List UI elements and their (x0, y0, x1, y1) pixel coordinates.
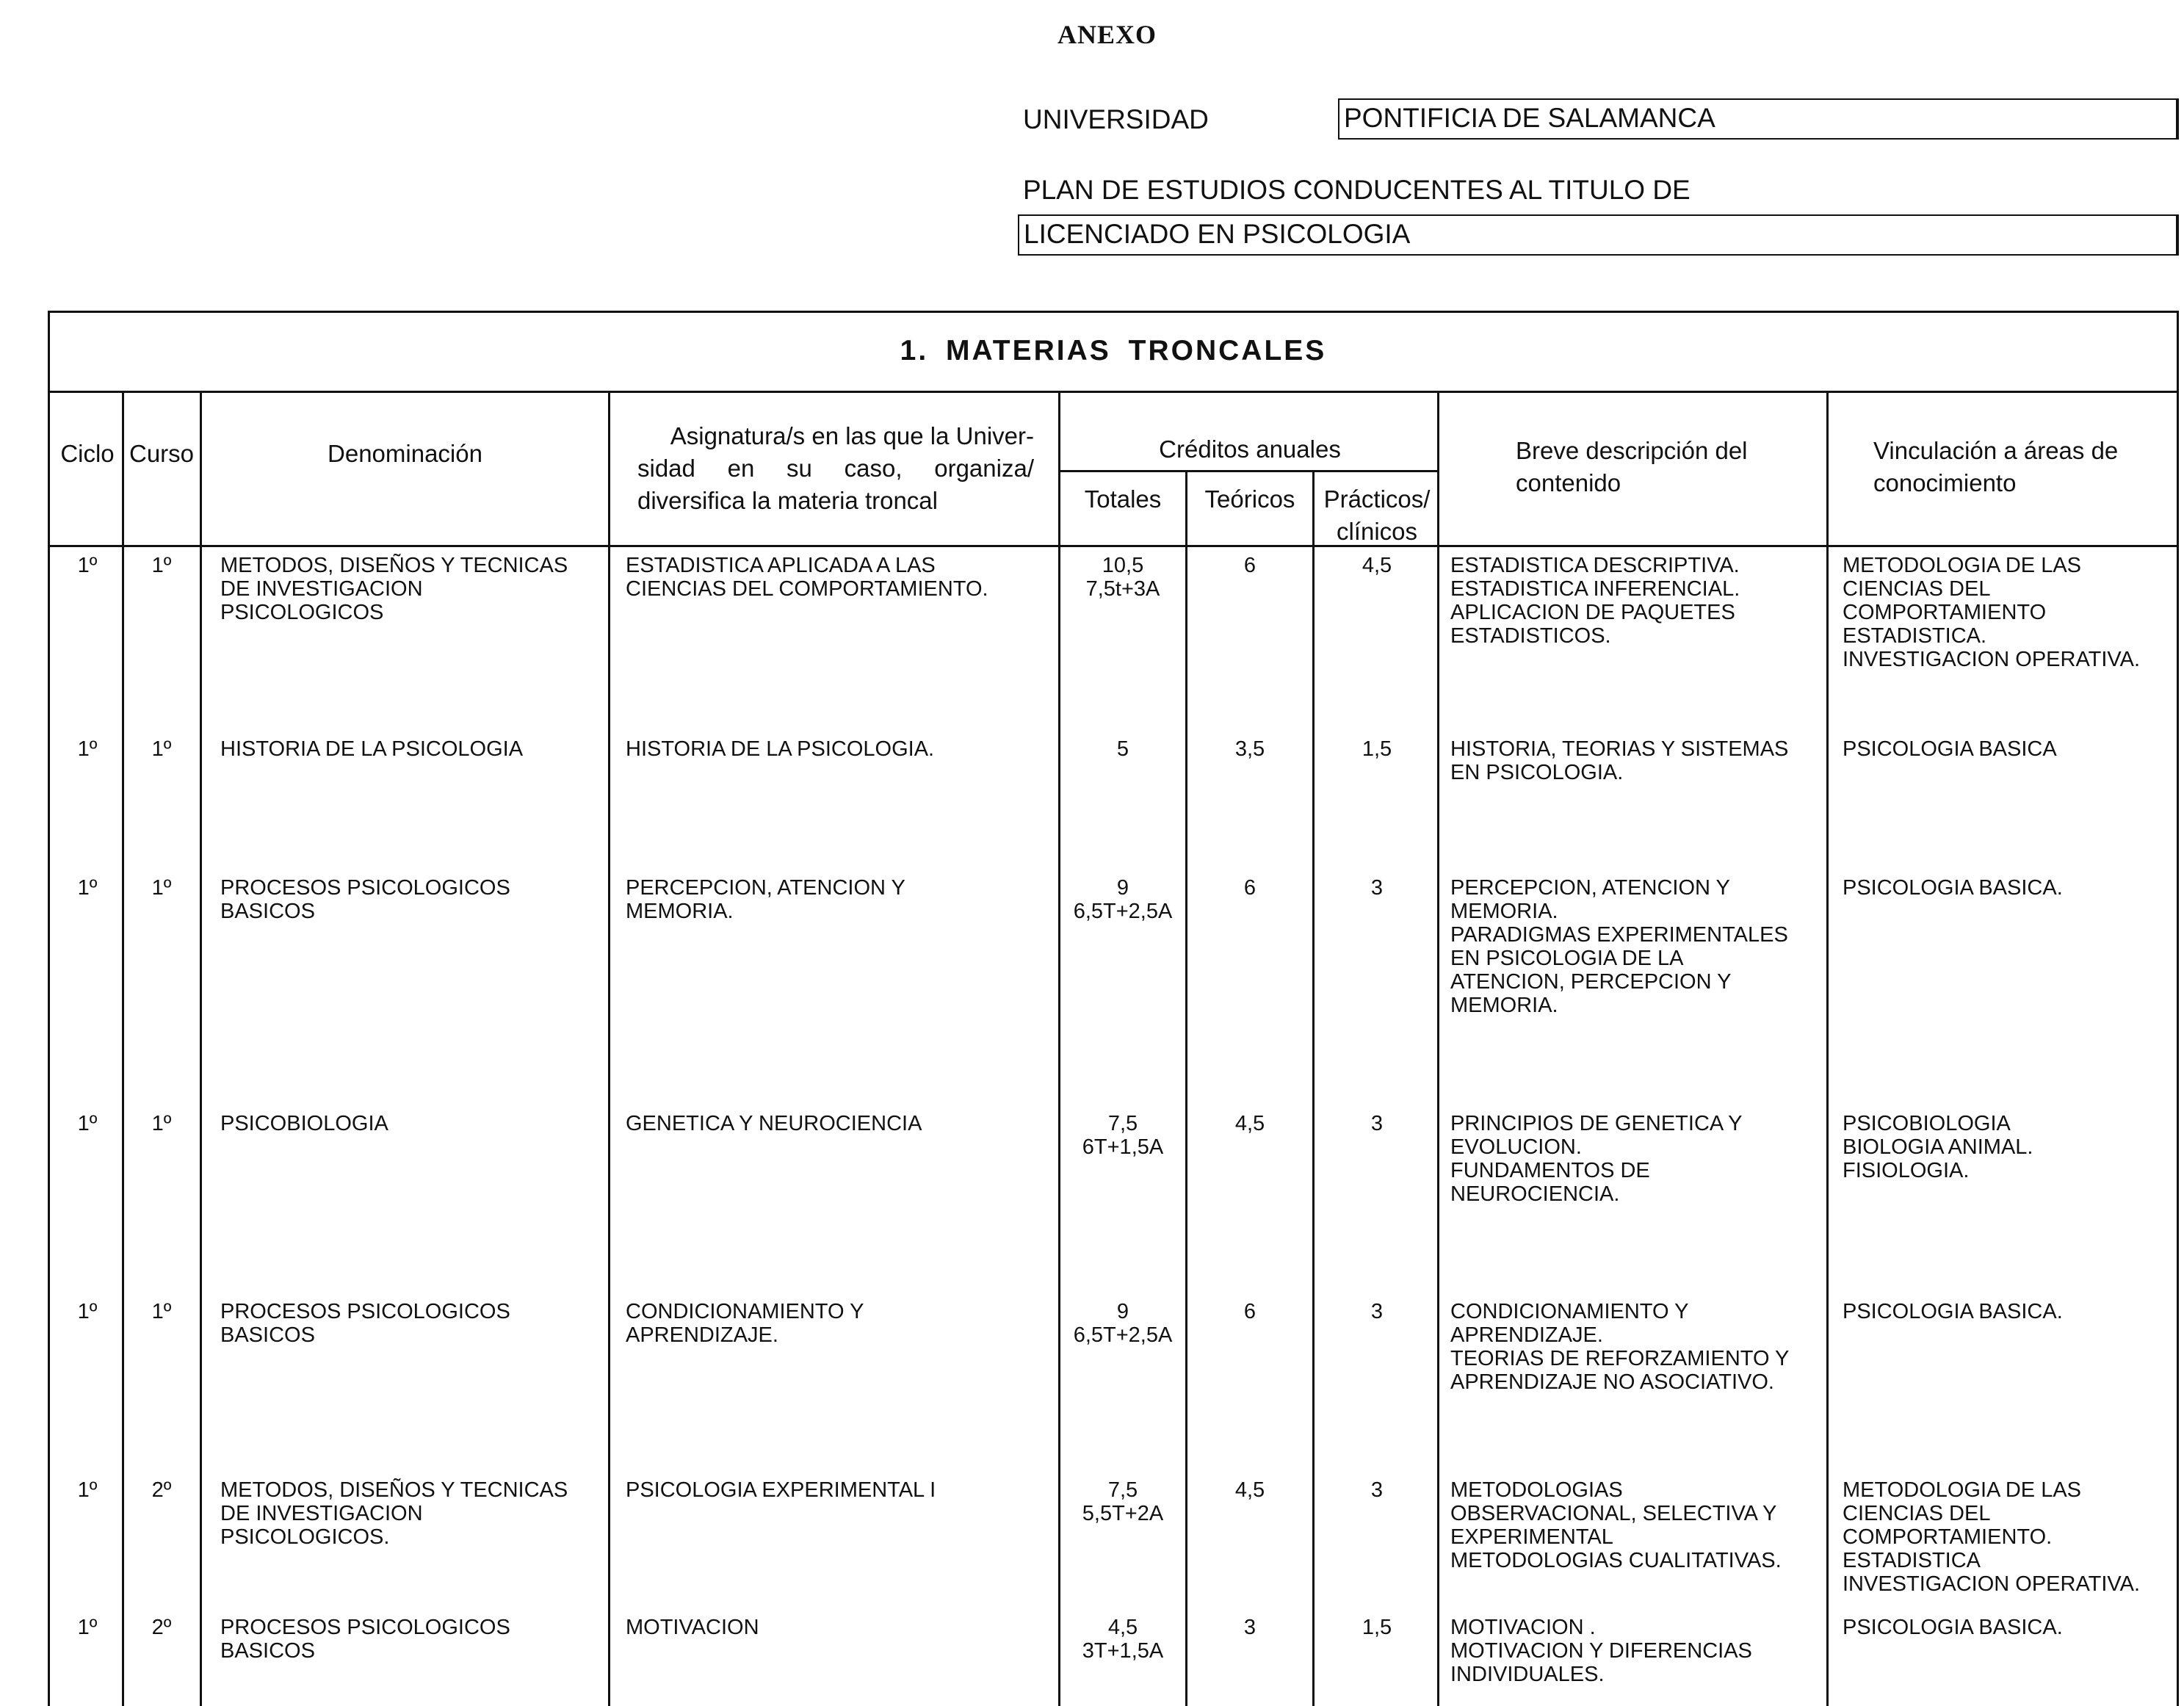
cell-line: 1º (151, 876, 172, 900)
cell-line: 1º (151, 1112, 172, 1135)
cell-line: 4,5 (1362, 554, 1392, 577)
cell-line: METODOLOGIAS CUALITATIVAS. (1450, 1549, 1782, 1572)
cell-line: 4,5 (1234, 1478, 1265, 1502)
cell-line: INVESTIGACION OPERATIVA. (1843, 1572, 2140, 1596)
cell-line: 10,5 (1102, 554, 1144, 577)
cell-vinculacion (1843, 1478, 2179, 1596)
cell-teoricos (1187, 1112, 1312, 1135)
cell-line: APRENDIZAJE. (626, 1323, 778, 1347)
col-header-teoricos: Teóricos (1204, 485, 1295, 513)
col-header-curso: Curso (129, 440, 195, 467)
cell-line: 3,5 (1234, 737, 1265, 761)
cell-denominacion (220, 1616, 602, 1663)
col-header-vinculacion (1873, 435, 2174, 499)
cell-line: 1º (77, 1112, 98, 1135)
header-line: diversifica la materia troncal (637, 487, 938, 514)
cell-line: 4,5 (1234, 1112, 1265, 1135)
cell-line: 2º (151, 1616, 172, 1639)
page-heading-anexo: ANEXO (1057, 20, 1157, 49)
header-line: sidad en su caso, organiza/ (637, 455, 1034, 482)
cell-descripcion (1450, 1112, 1825, 1206)
cell-line: BASICOS (220, 1639, 315, 1663)
cell-line: DE INVESTIGACION (220, 1502, 423, 1525)
cell-totales (1060, 554, 1185, 601)
cell-teoricos (1187, 876, 1312, 900)
cell-line: HISTORIA DE LA PSICOLOGIA (220, 737, 524, 761)
col-header-creditos: Créditos anuales (1159, 435, 1341, 463)
cell-asignatura (626, 1300, 1052, 1347)
col-header-ciclo: Ciclo (60, 440, 115, 467)
cell-line: PARADIGMAS EXPERIMENTALES (1450, 923, 1788, 947)
cell-line: ESTADISTICA DESCRIPTIVA. (1450, 554, 1740, 577)
cell-curso (123, 1478, 200, 1502)
header-line: Asignatura/s en las que la Univer- (670, 422, 1034, 449)
cell-descripcion (1450, 876, 1825, 1017)
cell-descripcion (1450, 1478, 1825, 1572)
cell-line: ESTADISTICA. (1843, 624, 1987, 648)
cell-line: PERCEPCION, ATENCION Y (1450, 876, 1730, 900)
cell-line: 1º (151, 737, 172, 761)
cell-line: ESTADISTICA APLICADA A LAS (626, 554, 936, 577)
cell-line: 3T+1,5A (1082, 1639, 1164, 1663)
header-line: Breve descripción del (1516, 437, 1748, 464)
cell-curso (123, 1616, 200, 1639)
cell-line: PSICOLOGIA BASICA. (1843, 876, 2063, 900)
cell-line: 1,5 (1362, 1616, 1392, 1639)
cell-line: MOTIVACION (626, 1616, 759, 1639)
cell-denominacion (220, 876, 602, 923)
titulo-field: LICENCIADO EN PSICOLOGIA (1018, 214, 2179, 256)
cell-line: APRENDIZAJE NO ASOCIATIVO. (1450, 1370, 1774, 1394)
cell-denominacion (220, 554, 602, 624)
header-line: clínicos (1336, 518, 1418, 545)
plan-label: PLAN DE ESTUDIOS CONDUCENTES AL TITULO DE (1023, 175, 1691, 205)
col-divider (1826, 393, 1829, 1706)
cell-line: 6T+1,5A (1082, 1135, 1164, 1159)
cell-line: 3 (1370, 876, 1384, 900)
cell-line: INVESTIGACION OPERATIVA. (1843, 648, 2140, 671)
cell-descripcion (1450, 1300, 1825, 1394)
cell-line: 1º (77, 1300, 98, 1323)
universidad-label: UNIVERSIDAD (1023, 104, 1209, 134)
cell-line: PROCESOS PSICOLOGICOS (220, 1616, 510, 1639)
cell-line: 7,5 (1107, 1112, 1138, 1135)
cell-line: PSICOLOGICOS. (220, 1525, 390, 1549)
cell-line: FUNDAMENTOS DE (1450, 1159, 1650, 1182)
cell-line: MOTIVACION . (1450, 1616, 1596, 1639)
cell-line: 5 (1116, 737, 1129, 761)
cell-line: 7,5t+3A (1085, 577, 1160, 601)
cell-denominacion (220, 1300, 602, 1347)
cell-line: ESTADISTICA (1843, 1549, 1981, 1572)
cell-practicos (1315, 1616, 1439, 1639)
cell-line: CONDICIONAMIENTO Y (1450, 1300, 1689, 1323)
cell-curso (123, 1300, 200, 1323)
cell-curso (123, 876, 200, 900)
cell-line: PSICOBIOLOGIA (220, 1112, 388, 1135)
cell-line: CONDICIONAMIENTO Y (626, 1300, 864, 1323)
cell-line: PSICOLOGIA BASICA (1843, 737, 2057, 761)
cell-line: 1º (151, 554, 172, 577)
cell-asignatura (626, 876, 1052, 923)
cell-denominacion (220, 1112, 602, 1135)
cell-asignatura (626, 1478, 1052, 1502)
cell-line: 1º (151, 1300, 172, 1323)
universidad-field: PONTIFICIA DE SALAMANCA (1338, 98, 2179, 140)
cell-line: EN PSICOLOGIA DE LA (1450, 947, 1684, 970)
col-header-denominacion: Denominación (328, 440, 482, 467)
cell-line: 2º (151, 1478, 172, 1502)
cell-line: PRINCIPIOS DE GENETICA Y (1450, 1112, 1743, 1135)
col-header-totales: Totales (1084, 485, 1162, 513)
cell-line: COMPORTAMIENTO (1843, 601, 2047, 624)
cell-ciclo (53, 1616, 122, 1639)
cell-vinculacion (1843, 1112, 2179, 1182)
cell-descripcion (1450, 737, 1825, 784)
cell-teoricos (1187, 554, 1312, 577)
cell-practicos (1315, 554, 1439, 577)
cell-line: 4,5 (1107, 1616, 1138, 1639)
header-line: Prácticos/ (1323, 485, 1431, 513)
cell-line: 6 (1243, 554, 1256, 577)
header-bottom-line (48, 545, 2179, 547)
subheader-divider (1058, 470, 1439, 472)
cell-vinculacion (1843, 1300, 2179, 1323)
cell-line: 3 (1370, 1478, 1384, 1502)
cell-asignatura (626, 1112, 1052, 1135)
cell-line: PSICOBIOLOGIA (1843, 1112, 2011, 1135)
cell-line: 6,5T+2,5A (1073, 900, 1173, 923)
cell-line: PROCESOS PSICOLOGICOS (220, 1300, 510, 1323)
cell-totales (1060, 737, 1185, 761)
cell-line: 7,5 (1107, 1478, 1138, 1502)
cell-totales (1060, 1478, 1185, 1525)
cell-vinculacion (1843, 876, 2179, 900)
cell-line: METODOS, DISEÑOS Y TECNICAS (220, 554, 568, 577)
cell-line: 5,5T+2A (1082, 1502, 1164, 1525)
header-line: contenido (1516, 469, 1621, 496)
cell-line: 6,5T+2,5A (1073, 1323, 1173, 1347)
cell-line: OBSERVACIONAL, SELECTIVA Y (1450, 1502, 1777, 1525)
cell-line: 1º (77, 554, 98, 577)
col-divider (200, 393, 202, 1706)
cell-line: FISIOLOGIA. (1843, 1159, 1970, 1182)
cell-teoricos (1187, 737, 1312, 761)
header-line: conocimiento (1873, 469, 2017, 496)
cell-line: CIENCIAS DEL (1843, 1502, 1991, 1525)
cell-line: CIENCIAS DEL (1843, 577, 1991, 601)
cell-line: METODOLOGIA DE LAS (1843, 554, 2082, 577)
cell-line: 6 (1243, 1300, 1256, 1323)
cell-line: 3 (1243, 1616, 1256, 1639)
cell-line: HISTORIA, TEORIAS Y SISTEMAS (1450, 737, 1789, 761)
cell-line: 3 (1370, 1112, 1384, 1135)
cell-line: COMPORTAMIENTO. (1843, 1525, 2053, 1549)
cell-line: 1,5 (1362, 737, 1392, 761)
cell-line: HISTORIA DE LA PSICOLOGIA. (626, 737, 935, 761)
col-divider (1312, 471, 1315, 1706)
cell-line: 3 (1370, 1300, 1384, 1323)
section-title: 1. MATERIAS TRONCALES (48, 311, 2179, 393)
cell-totales (1060, 1300, 1185, 1347)
col-divider (1437, 393, 1439, 1706)
cell-line: EVOLUCION. (1450, 1135, 1582, 1159)
cell-teoricos (1187, 1300, 1312, 1323)
cell-line: DE INVESTIGACION (220, 577, 423, 601)
cell-line: TEORIAS DE REFORZAMIENTO Y (1450, 1347, 1790, 1370)
cell-curso (123, 737, 200, 761)
cell-line: 6 (1243, 876, 1256, 900)
cell-line: PSICOLOGICOS (220, 601, 384, 624)
cell-ciclo (53, 1478, 122, 1502)
cell-teoricos (1187, 1478, 1312, 1502)
cell-practicos (1315, 1300, 1439, 1323)
cell-line: MEMORIA. (1450, 994, 1558, 1017)
cell-ciclo (53, 876, 122, 900)
cell-line: 1º (77, 876, 98, 900)
cell-practicos (1315, 737, 1439, 761)
cell-curso (123, 1112, 200, 1135)
cell-line: EN PSICOLOGIA. (1450, 761, 1624, 784)
cell-practicos (1315, 1112, 1439, 1135)
cell-totales (1060, 1112, 1185, 1159)
cell-practicos (1315, 1478, 1439, 1502)
col-divider (122, 393, 124, 1706)
cell-line: PSICOLOGIA BASICA. (1843, 1300, 2063, 1323)
cell-ciclo (53, 1300, 122, 1323)
cell-asignatura (626, 554, 1052, 601)
header-line: Vinculación a áreas de (1873, 437, 2119, 464)
cell-line: MEMORIA. (1450, 900, 1558, 923)
cell-line: CIENCIAS DEL COMPORTAMIENTO. (626, 577, 988, 601)
cell-line: 9 (1116, 1300, 1129, 1323)
cell-line: ATENCION, PERCEPCION Y (1450, 970, 1732, 994)
cell-denominacion (220, 737, 602, 761)
cell-line: METODOLOGIAS (1450, 1478, 1623, 1502)
cell-line: PROCESOS PSICOLOGICOS (220, 876, 510, 900)
cell-line: METODOS, DISEÑOS Y TECNICAS (220, 1478, 568, 1502)
cell-line: PSICOLOGIA EXPERIMENTAL I (626, 1478, 936, 1502)
cell-line: BIOLOGIA ANIMAL. (1843, 1135, 2033, 1159)
cell-ciclo (53, 554, 122, 577)
cell-line: BASICOS (220, 900, 315, 923)
cell-curso (123, 554, 200, 577)
cell-descripcion (1450, 554, 1825, 648)
cell-line: MOTIVACION Y DIFERENCIAS (1450, 1639, 1752, 1663)
cell-line: ESTADISTICA INFERENCIAL. (1450, 577, 1740, 601)
cell-line: ESTADISTICOS. (1450, 624, 1611, 648)
cell-line: 1º (77, 1478, 98, 1502)
cell-totales (1060, 876, 1185, 923)
cell-line: METODOLOGIA DE LAS (1843, 1478, 2082, 1502)
cell-ciclo (53, 737, 122, 761)
col-header-practicos (1315, 483, 1439, 548)
cell-denominacion (220, 1478, 602, 1549)
cell-line: EXPERIMENTAL (1450, 1525, 1613, 1549)
cell-practicos (1315, 876, 1439, 900)
cell-vinculacion (1843, 737, 2179, 761)
cell-vinculacion (1843, 1616, 2179, 1639)
cell-line: APLICACION DE PAQUETES (1450, 601, 1735, 624)
cell-asignatura (626, 737, 1052, 761)
cell-line: 1º (77, 737, 98, 761)
cell-line: APRENDIZAJE. (1450, 1323, 1603, 1347)
cell-line: NEUROCIENCIA. (1450, 1182, 1620, 1206)
cell-line: 1º (77, 1616, 98, 1639)
cell-totales (1060, 1616, 1185, 1663)
cell-line: PSICOLOGIA BASICA. (1843, 1616, 2063, 1639)
cell-vinculacion (1843, 554, 2179, 671)
cell-ciclo (53, 1112, 122, 1135)
cell-line: MEMORIA. (626, 900, 734, 923)
cell-teoricos (1187, 1616, 1312, 1639)
cell-line: BASICOS (220, 1323, 315, 1347)
cell-descripcion (1450, 1616, 1825, 1686)
cell-asignatura (626, 1616, 1052, 1639)
cell-line: 9 (1116, 876, 1129, 900)
cell-line: GENETICA Y NEUROCIENCIA (626, 1112, 922, 1135)
col-header-descripcion (1516, 435, 1824, 499)
col-divider (1185, 471, 1187, 1706)
cell-line: PERCEPCION, ATENCION Y (626, 876, 905, 900)
cell-line: INDIVIDUALES. (1450, 1663, 1605, 1686)
col-header-asignaturas (637, 420, 1034, 517)
col-divider (608, 393, 610, 1706)
